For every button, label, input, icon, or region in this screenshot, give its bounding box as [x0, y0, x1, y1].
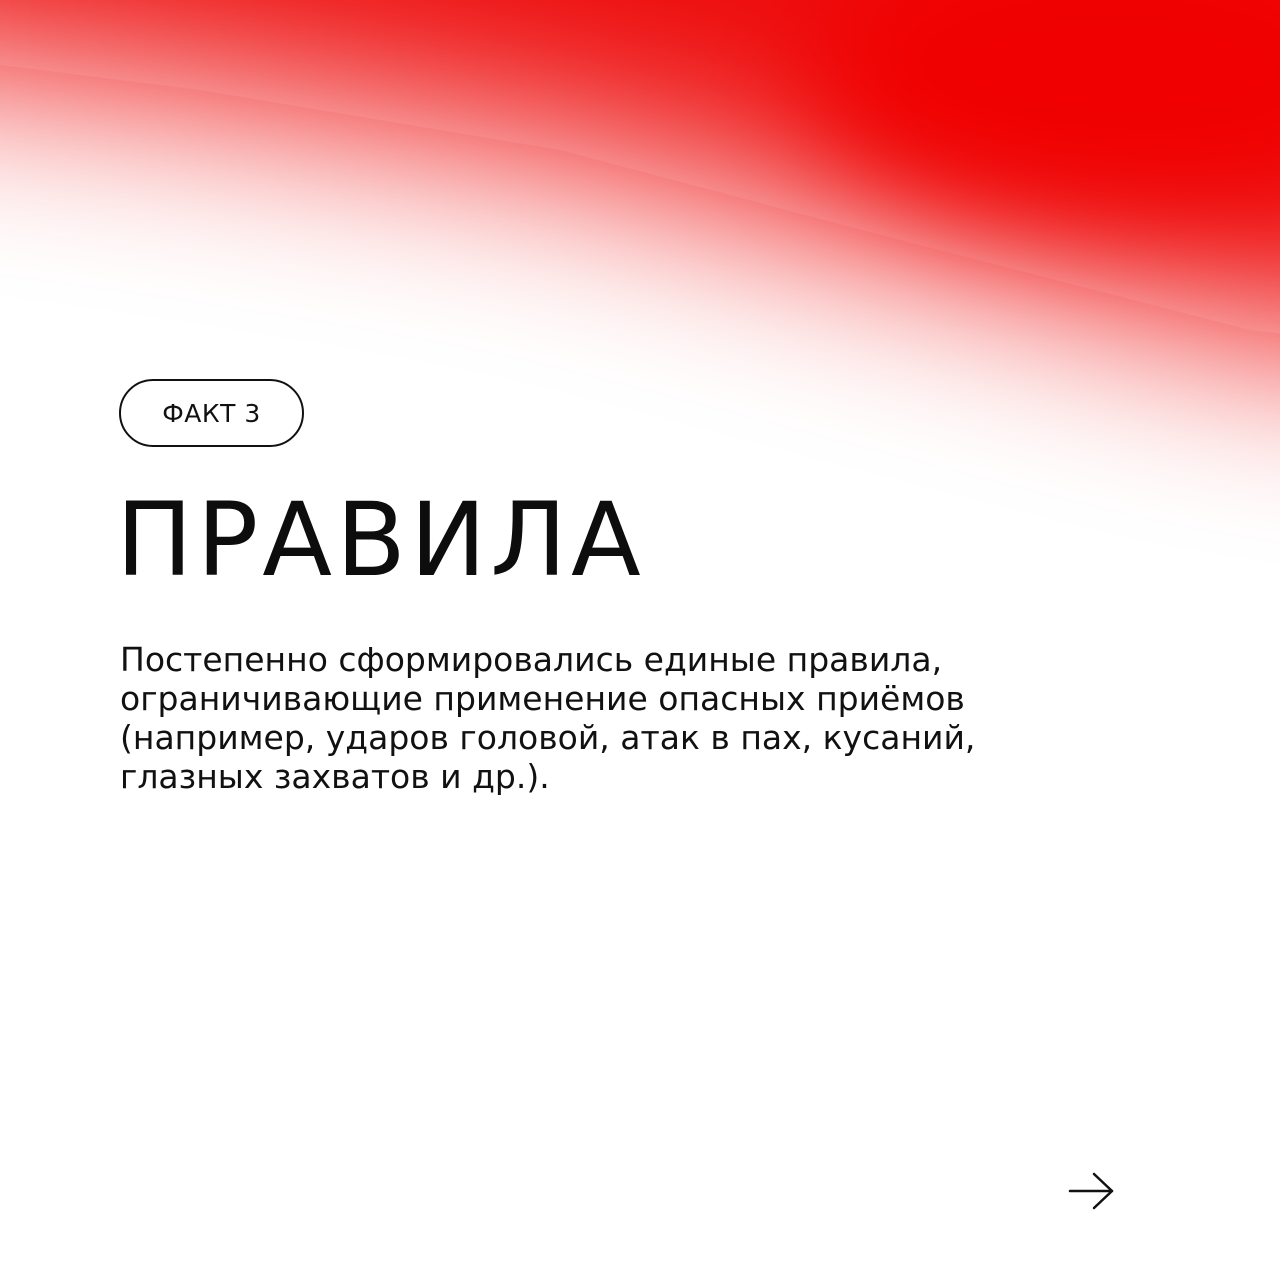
arrow-right-icon[interactable] — [1068, 1170, 1116, 1212]
body-line: Постепенно сформировались единые правила, — [120, 640, 943, 679]
body-line: глазных захватов и др.). — [120, 757, 550, 796]
slide-body — [120, 640, 1120, 796]
body-line: ограничивающие применение опасных приёмов — [120, 679, 965, 718]
fact-badge-label: ФАКТ 3 — [162, 398, 261, 428]
body-line: (например, ударов головой, атак в пах, кусаний, — [120, 718, 976, 757]
slide-title: ПРАВИЛА — [116, 481, 645, 600]
fact-badge — [119, 379, 304, 447]
